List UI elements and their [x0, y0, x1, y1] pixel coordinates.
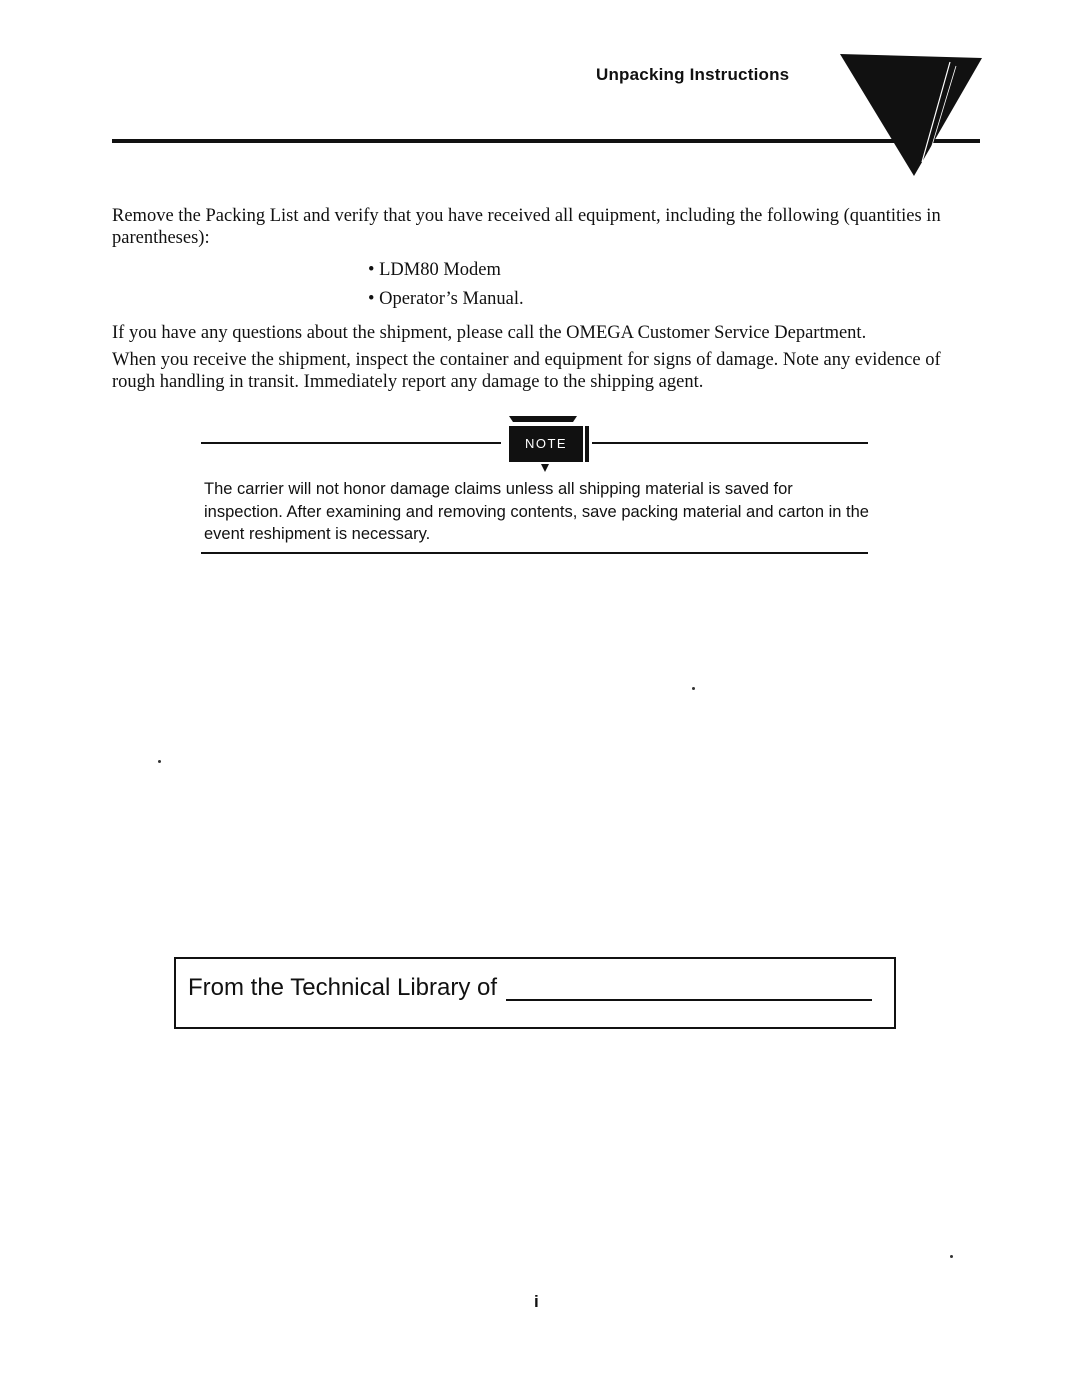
library-stamp-text: From the Technical Library of — [188, 974, 498, 1001]
section-triangle-icon — [838, 52, 984, 178]
speck — [692, 687, 695, 690]
inspection-paragraph: When you receive the shipment, inspect the container and equipment for signs of damage. Note any evidence of rough handling in transit. Immediately report any damage to the shipping agent. — [112, 350, 941, 392]
note-rule-bottom — [201, 552, 868, 554]
questions-paragraph: If you have any questions about the shipment, please call the OMEGA Customer Service Department. — [112, 323, 867, 343]
library-blank-line — [506, 999, 872, 1001]
speck — [950, 1255, 953, 1258]
speck — [158, 760, 161, 763]
note-rule-right — [592, 442, 868, 444]
list-item: • Operator’s Manual. — [368, 285, 524, 314]
page-section-title: Unpacking Instructions — [596, 65, 790, 84]
note-rule-left — [201, 442, 501, 444]
list-item: • LDM80 Modem — [368, 256, 524, 285]
page-number: i — [534, 1292, 539, 1311]
note-label: NOTE — [524, 436, 568, 451]
equipment-list — [368, 256, 524, 314]
intro-paragraph: Remove the Packing List and verify that you have received all equipment, including the following (quantities in parentheses): — [112, 206, 941, 248]
note-text: The carrier will not honor damage claims unless all shipping material is saved for inspection. After examining and removing contents, save packing material and carton in the event reshipment is necessary. — [204, 480, 869, 543]
